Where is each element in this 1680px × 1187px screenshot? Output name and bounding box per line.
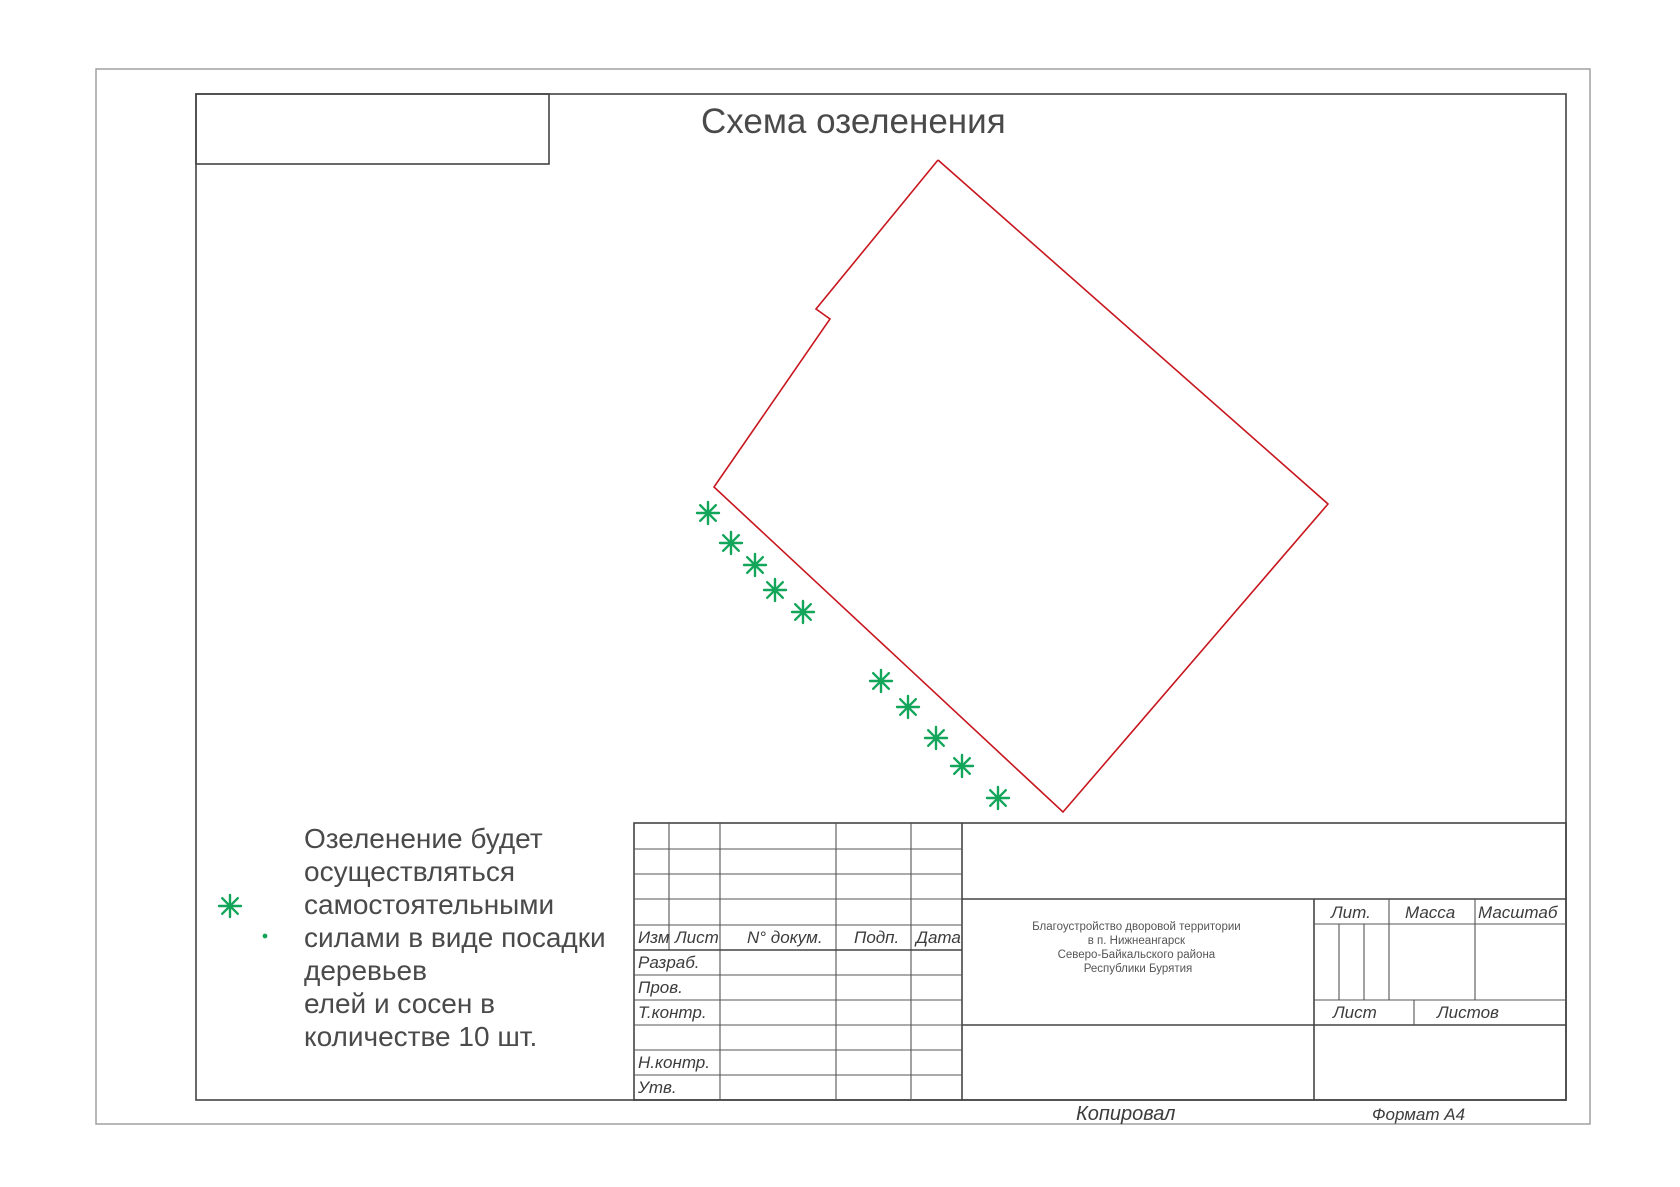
trees-group	[697, 502, 1009, 809]
mass-label: Масса	[1405, 903, 1456, 922]
lit-label: Лит.	[1331, 903, 1371, 922]
plot-boundary	[714, 160, 1328, 812]
tree-marker-icon	[897, 696, 919, 718]
header-date: Дата	[916, 928, 961, 947]
sheets-label: Листов	[1437, 1003, 1499, 1022]
format-label: Формат А4	[1372, 1105, 1466, 1124]
role-razrab: Разраб.	[638, 953, 700, 972]
header-list: Лист	[675, 928, 719, 947]
role-utv: Утв.	[638, 1078, 677, 1097]
tree-marker-icon	[987, 787, 1009, 809]
tree-marker-icon	[925, 727, 947, 749]
header-doc-no: N° докум.	[747, 928, 823, 947]
tree-marker-icon	[697, 502, 719, 524]
legend-tree-symbol	[219, 895, 241, 917]
sheet-label: Лист	[1333, 1003, 1377, 1022]
header-izm: Изм	[638, 928, 670, 947]
title-block	[634, 823, 1566, 1100]
top-left-stamp-box	[196, 94, 549, 164]
tree-marker-icon	[764, 579, 786, 601]
role-prov: Пров.	[638, 978, 683, 997]
role-tkontr: Т.контр.	[638, 1003, 707, 1022]
project-name: Благоустройство дворовой территории в п. Нижнеангарск Северо-Байкальского района Республики Бурятия	[1032, 921, 1241, 975]
header-sign: Подп.	[854, 928, 900, 947]
tree-marker-icon	[792, 601, 814, 623]
role-nkontr: Н.контр.	[638, 1053, 710, 1072]
tree-marker-icon	[720, 532, 742, 554]
scale-label: Масштаб	[1478, 903, 1558, 922]
copied-label: Копировал	[1076, 1103, 1176, 1125]
tree-marker-icon	[951, 755, 973, 777]
tree-marker-icon	[744, 554, 766, 576]
legend-note: Озеленение будет осуществляться самостоятельными силами в виде посадки деревьев елей и сосен в количестве 10 шт.	[304, 823, 606, 1052]
tree-marker-icon	[870, 670, 892, 692]
drawing-title: Схема озеленения	[701, 102, 1006, 141]
legend-tree-icon	[219, 895, 241, 917]
legend-dot-icon	[263, 934, 268, 939]
